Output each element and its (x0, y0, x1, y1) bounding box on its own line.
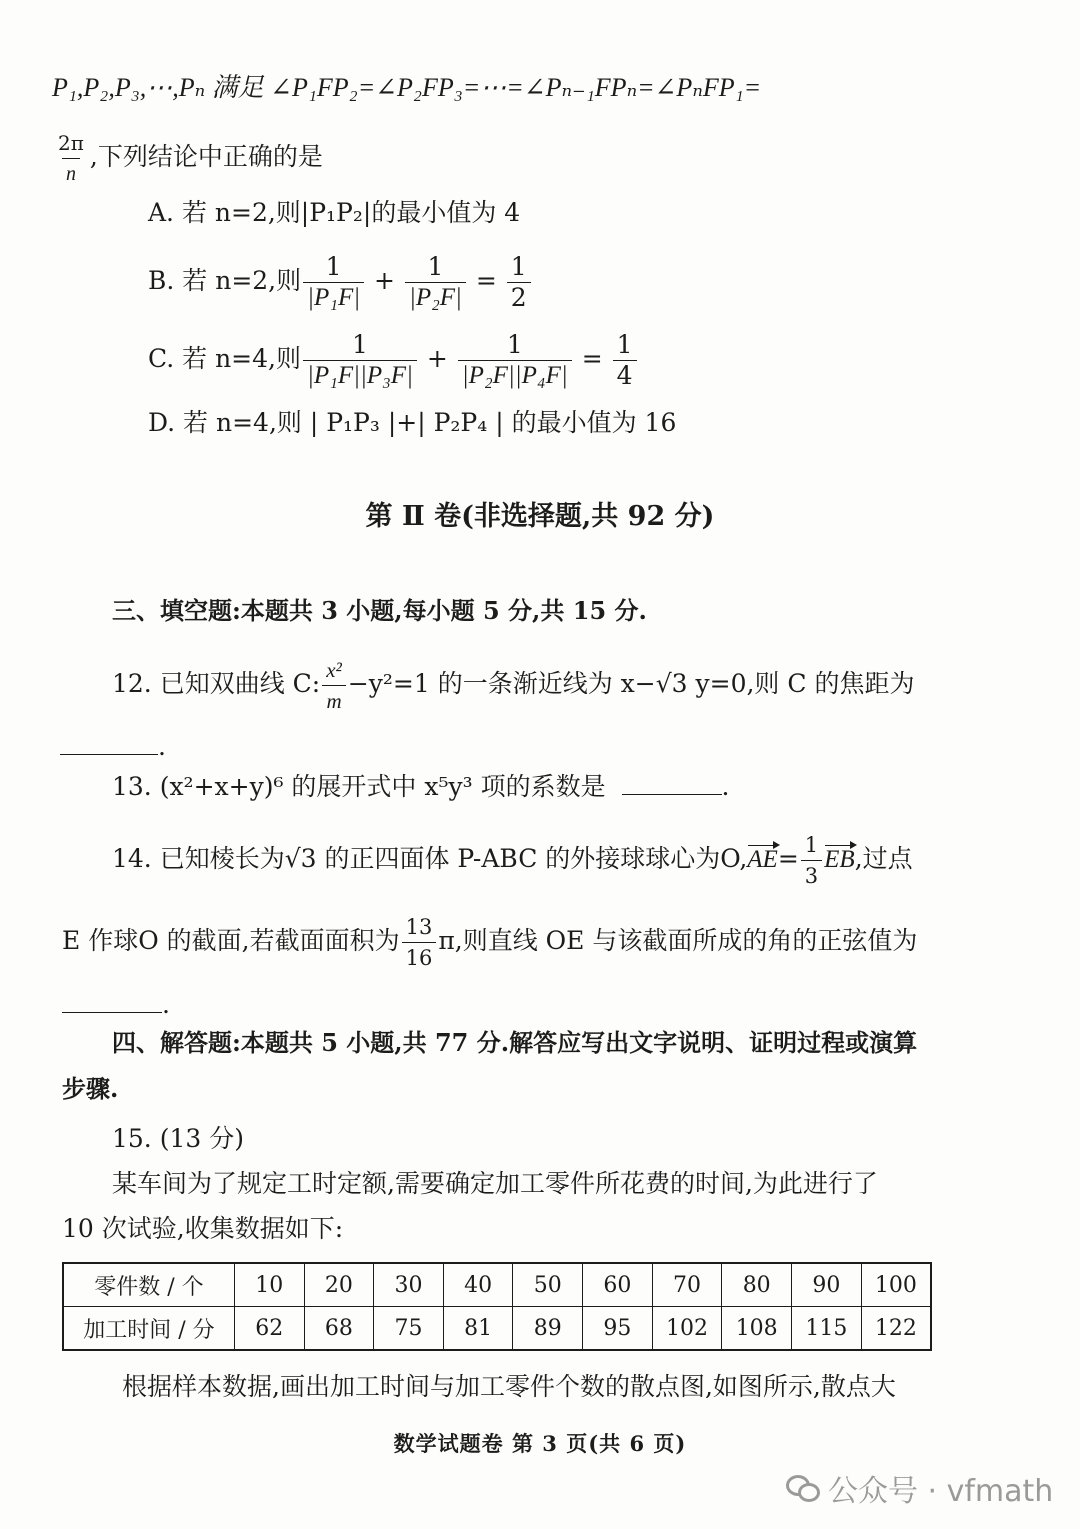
table-row-time (63, 1307, 931, 1351)
table-cell: 102 (652, 1307, 722, 1351)
q15-label: 15. (13 分) (112, 1124, 244, 1153)
table-cell: 81 (443, 1307, 513, 1351)
table-row-parts (63, 1263, 931, 1307)
table-header-time: 加工时间 / 分 (63, 1307, 234, 1351)
table-cell: 100 (861, 1263, 931, 1307)
watermark (786, 1466, 1053, 1510)
two-pi-over-n: $\frac{2\pi}{n}$ (54, 128, 88, 189)
table-cell: 80 (722, 1263, 792, 1307)
q15-after-table: 根据样本数据,画出加工时间与加工零件个数的散点图,如图所示,散点大 (122, 1372, 896, 1401)
vector-eb: EB (824, 843, 855, 877)
q15-para-line1: 某车间为了规定工时定额,需要确定加工零件所花费的时间,为此进行了 (112, 1169, 878, 1198)
q12-line: 12. 已知双曲线 C: $\frac{\text{x²}}{m}$ −y²=1 的一条渐近线为 x−√3 y=0,则 C 的焦距为 (112, 655, 914, 716)
table-header-parts: 零件数 / 个 (63, 1263, 234, 1307)
table-cell: 40 (443, 1263, 513, 1307)
table-cell: 10 (234, 1263, 304, 1307)
section3-heading: 三、填空题:本题共 3 小题,每小题 5 分,共 15 分. (112, 596, 647, 625)
wechat-icon (786, 1475, 820, 1501)
q12-answer-blank: . (60, 730, 166, 764)
q14-line2: E 作球O 的截面,若截面面积为 $\frac{13}{16}$ π,则直线 OE 与该截面所成的角的正弦值为 (62, 912, 917, 973)
table-cell: 60 (583, 1263, 653, 1307)
q14-line1: 14. 已知棱长为√3 的正四面体 P-ABC 的外接球球心为O,AE= $\frac{1}{3}$ EB,过点 (112, 830, 913, 891)
table-cell: 108 (722, 1307, 792, 1351)
vector-ae: AE (747, 843, 778, 877)
table-cell: 95 (583, 1307, 653, 1351)
table-cell: 122 (861, 1307, 931, 1351)
section4-heading-line2: 步骤. (62, 1074, 119, 1103)
table-cell: 62 (234, 1307, 304, 1351)
q11-intro-line1: P₁,P₂,P₃,⋯,Pₙ 满足 ∠P₁FP₂=∠P₂FP₃=⋯=∠Pₙ₋₁FPₙ=∠PₙFP₁= (52, 73, 762, 102)
table-cell: 75 (374, 1307, 444, 1351)
table-cell: 20 (304, 1263, 374, 1307)
table-cell: 70 (652, 1263, 722, 1307)
table-cell: 90 (792, 1263, 862, 1307)
q13-answer-blank (622, 774, 722, 795)
q15-para-line2: 10 次试验,收集数据如下: (62, 1214, 344, 1243)
table-cell: 30 (374, 1263, 444, 1307)
q11-option-c: C. 若 n=4,则 $\frac{1}{\text{|P₁F||P₃F|}}$ + $\frac{1}{\text{|P₂F||P₄F|}}$ = $\frac{1}{4}$ (148, 330, 639, 391)
q11-intro-line2: $\frac{2\pi}{n}$ ,下列结论中正确的是 (52, 128, 323, 189)
table-cell: 115 (792, 1307, 862, 1351)
table-cell: 50 (513, 1263, 583, 1307)
section4-heading-line1: 四、解答题:本题共 5 小题,共 77 分.解答应写出文字说明、证明过程或演算 (112, 1028, 918, 1057)
table-cell: 89 (513, 1307, 583, 1351)
table-cell: 68 (304, 1307, 374, 1351)
q11-option-b: B. 若 n=2,则 $\frac{1}{\text{|P₁F|}}$ + $\frac{1}{\text{|P₂F|}}$ = $\frac{1}{2}$ (148, 252, 533, 313)
q11-option-d: D. 若 n=4,则 | P₁P₃ |+| P₂P₄ | 的最小值为 16 (148, 408, 677, 437)
q11-option-a: A. 若 n=2,则|P₁P₂|的最小值为 4 (148, 198, 521, 227)
page-footer: 数学试题卷 第 3 页(共 6 页) (393, 1431, 687, 1456)
q13-line: 13. (x²+x+y)⁶ 的展开式中 x⁵y³ 项的系数是 . (112, 772, 730, 801)
part2-title: 第 Ⅱ 卷(非选择题,共 92 分) (365, 501, 715, 532)
watermark-text: 公众号 · vfmath (828, 1474, 1054, 1509)
q14-answer-blank: . (62, 988, 170, 1022)
q15-data-table (62, 1262, 932, 1351)
